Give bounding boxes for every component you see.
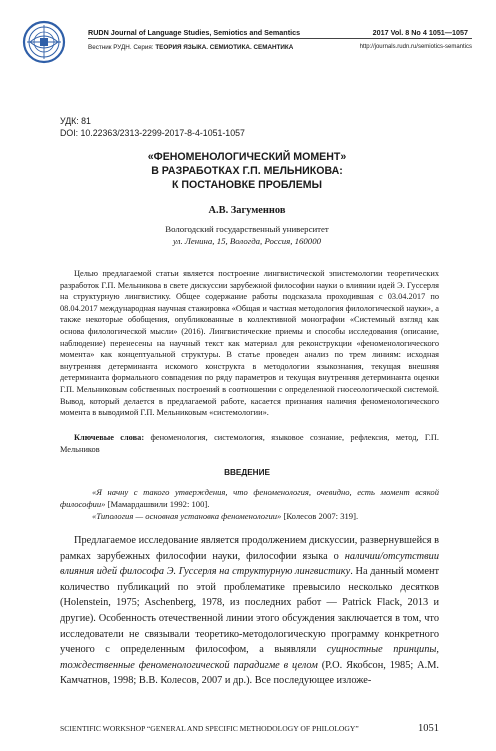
header-rule: [88, 38, 472, 39]
abstract: [60, 268, 439, 419]
journal-header: [88, 28, 468, 37]
author-name: А.В. Загуменнов: [208, 205, 286, 216]
journal-url-link[interactable]: http://journals.rudn.ru/semiotics-semantics: [359, 44, 472, 50]
epigraph-quote: «Типология — основная установка феноменологии»: [92, 511, 282, 521]
body-text: [60, 533, 439, 689]
title-line: «ФЕНОМЕНОЛОГИЧЕСКИЙ МОМЕНТ»: [147, 151, 347, 163]
series-name: ТЕОРИЯ ЯЗЫКА. СЕМИОТИКА. СЕМАНТИКА: [155, 44, 294, 51]
title-line: К ПОСТАНОВКЕ ПРОБЛЕМЫ: [172, 179, 322, 191]
keywords-text: феноменология, системология, языковое сознание, рефлексия, метод, Г.П. Мельников: [60, 433, 439, 454]
article-title: [60, 150, 434, 192]
journal-name: RUDN Journal of Language Studies, Semiotics and Semantics: [88, 28, 301, 37]
doi-link[interactable]: DOI: 10.22363/2313-2299-2017-8-4-1051-1057: [60, 128, 245, 138]
rudn-university-emblem-icon: [22, 20, 66, 64]
series-title: [88, 44, 293, 51]
epigraph-quote: «Я начну с такого утверждения, что феноменология, очевидно, есть момент всякой философии»: [60, 487, 439, 509]
udk: УДК: 81: [60, 116, 91, 126]
keywords-label: Ключевые слова:: [74, 433, 145, 442]
rudn-logo: [22, 20, 66, 64]
page-footer: [60, 723, 439, 734]
title-line: В РАЗРАБОТКАХ Г.П. МЕЛЬНИКОВА:: [151, 165, 343, 177]
epigraph-reference: [Мамардашвили 1992: 100].: [105, 499, 210, 509]
page-number: 1051: [418, 723, 439, 734]
section-heading: ВВЕДЕНИЕ: [224, 468, 270, 477]
epigraph-reference: [Колесов 2007: 319].: [281, 511, 359, 521]
keywords: [60, 432, 439, 455]
footer-text: SCIENTIFIC WORKSHOP “GENERAL AND SPECIFIC METHODOLOGY OF PHILOLOGY”: [60, 724, 359, 733]
series-prefix: Вестник РУДН. Серия:: [88, 44, 156, 51]
abstract-text: Целью предлагаемой статьи является построение лингвистической эпистемологии теоретических разработок Г.П. Мельникова в свете дискуссии зарубежной философии науки о влиянии идей Э. Гуссерля на структурную лингвистику. Общее содержание работы подсказала проходившая с 03.04.2017 по 08.04.2017 международная научная стажировка «Общая и частная методология филологической науки», а также некоторые обобщения, опубликованные в коллективной монографии «Системный взгляд как основа филологической мысли» (2016). Лингвистические приемы и способы исследования (описание, наблюдение) перенесены на научный текст как материал для реконструкции «феноменологического момента» как концептуальной структуры. В статье проведен анализ по трем линиям: исходная внутренняя детерминанта искомого конструкта в методологии языкознания, текущая внешняя детерминанта формального совпадения по ряду параметров и текущая внутренняя детерминанта оценки Г.П. Мельниковым собственных построений в соотношении с определенной гносеологической системой. Вывод, который делается в предлагаемой работе, касается признания наличия феноменологического момента в выводимой Г.П. Мельниковым «системологии».: [60, 269, 439, 418]
paragraph: Предлагаемое исследование является продолжением дискуссии, развернувшейся в рамках зарубежных философии науки, философии языка о наличии/отсутствии влияния идей философа Э. Гуссерля на структурную лингвистику. На данный момент количество публикаций по этой проблематике превысило несколько десятков (Holenstein, 1975; Aschenberg, 1978, из последних работ — Patrick Flack, 2013 и другие). Особенность отечественной линии этого обсуждения заключается в том, что исследователи не связывали теоретико-методологическую программу конкретного ученого с определенным философом, а выявляли сущностные принципы, тождественные феноменологической парадигме в целом (Р.О. Якобсон, 1985; А.М. Камчатнов, 1998; В.В. Колесов, 2007 и др.). Все последующее изложе-: [60, 535, 439, 687]
address: ул. Ленина, 15, Вологда, Россия, 160000: [173, 236, 321, 246]
series-line: [88, 44, 472, 51]
affiliation: Вологодский государственный университет: [165, 224, 329, 234]
epigraph: [60, 486, 439, 522]
volume-info: 2017 Vol. 8 No 4 1051—1057: [372, 28, 468, 37]
